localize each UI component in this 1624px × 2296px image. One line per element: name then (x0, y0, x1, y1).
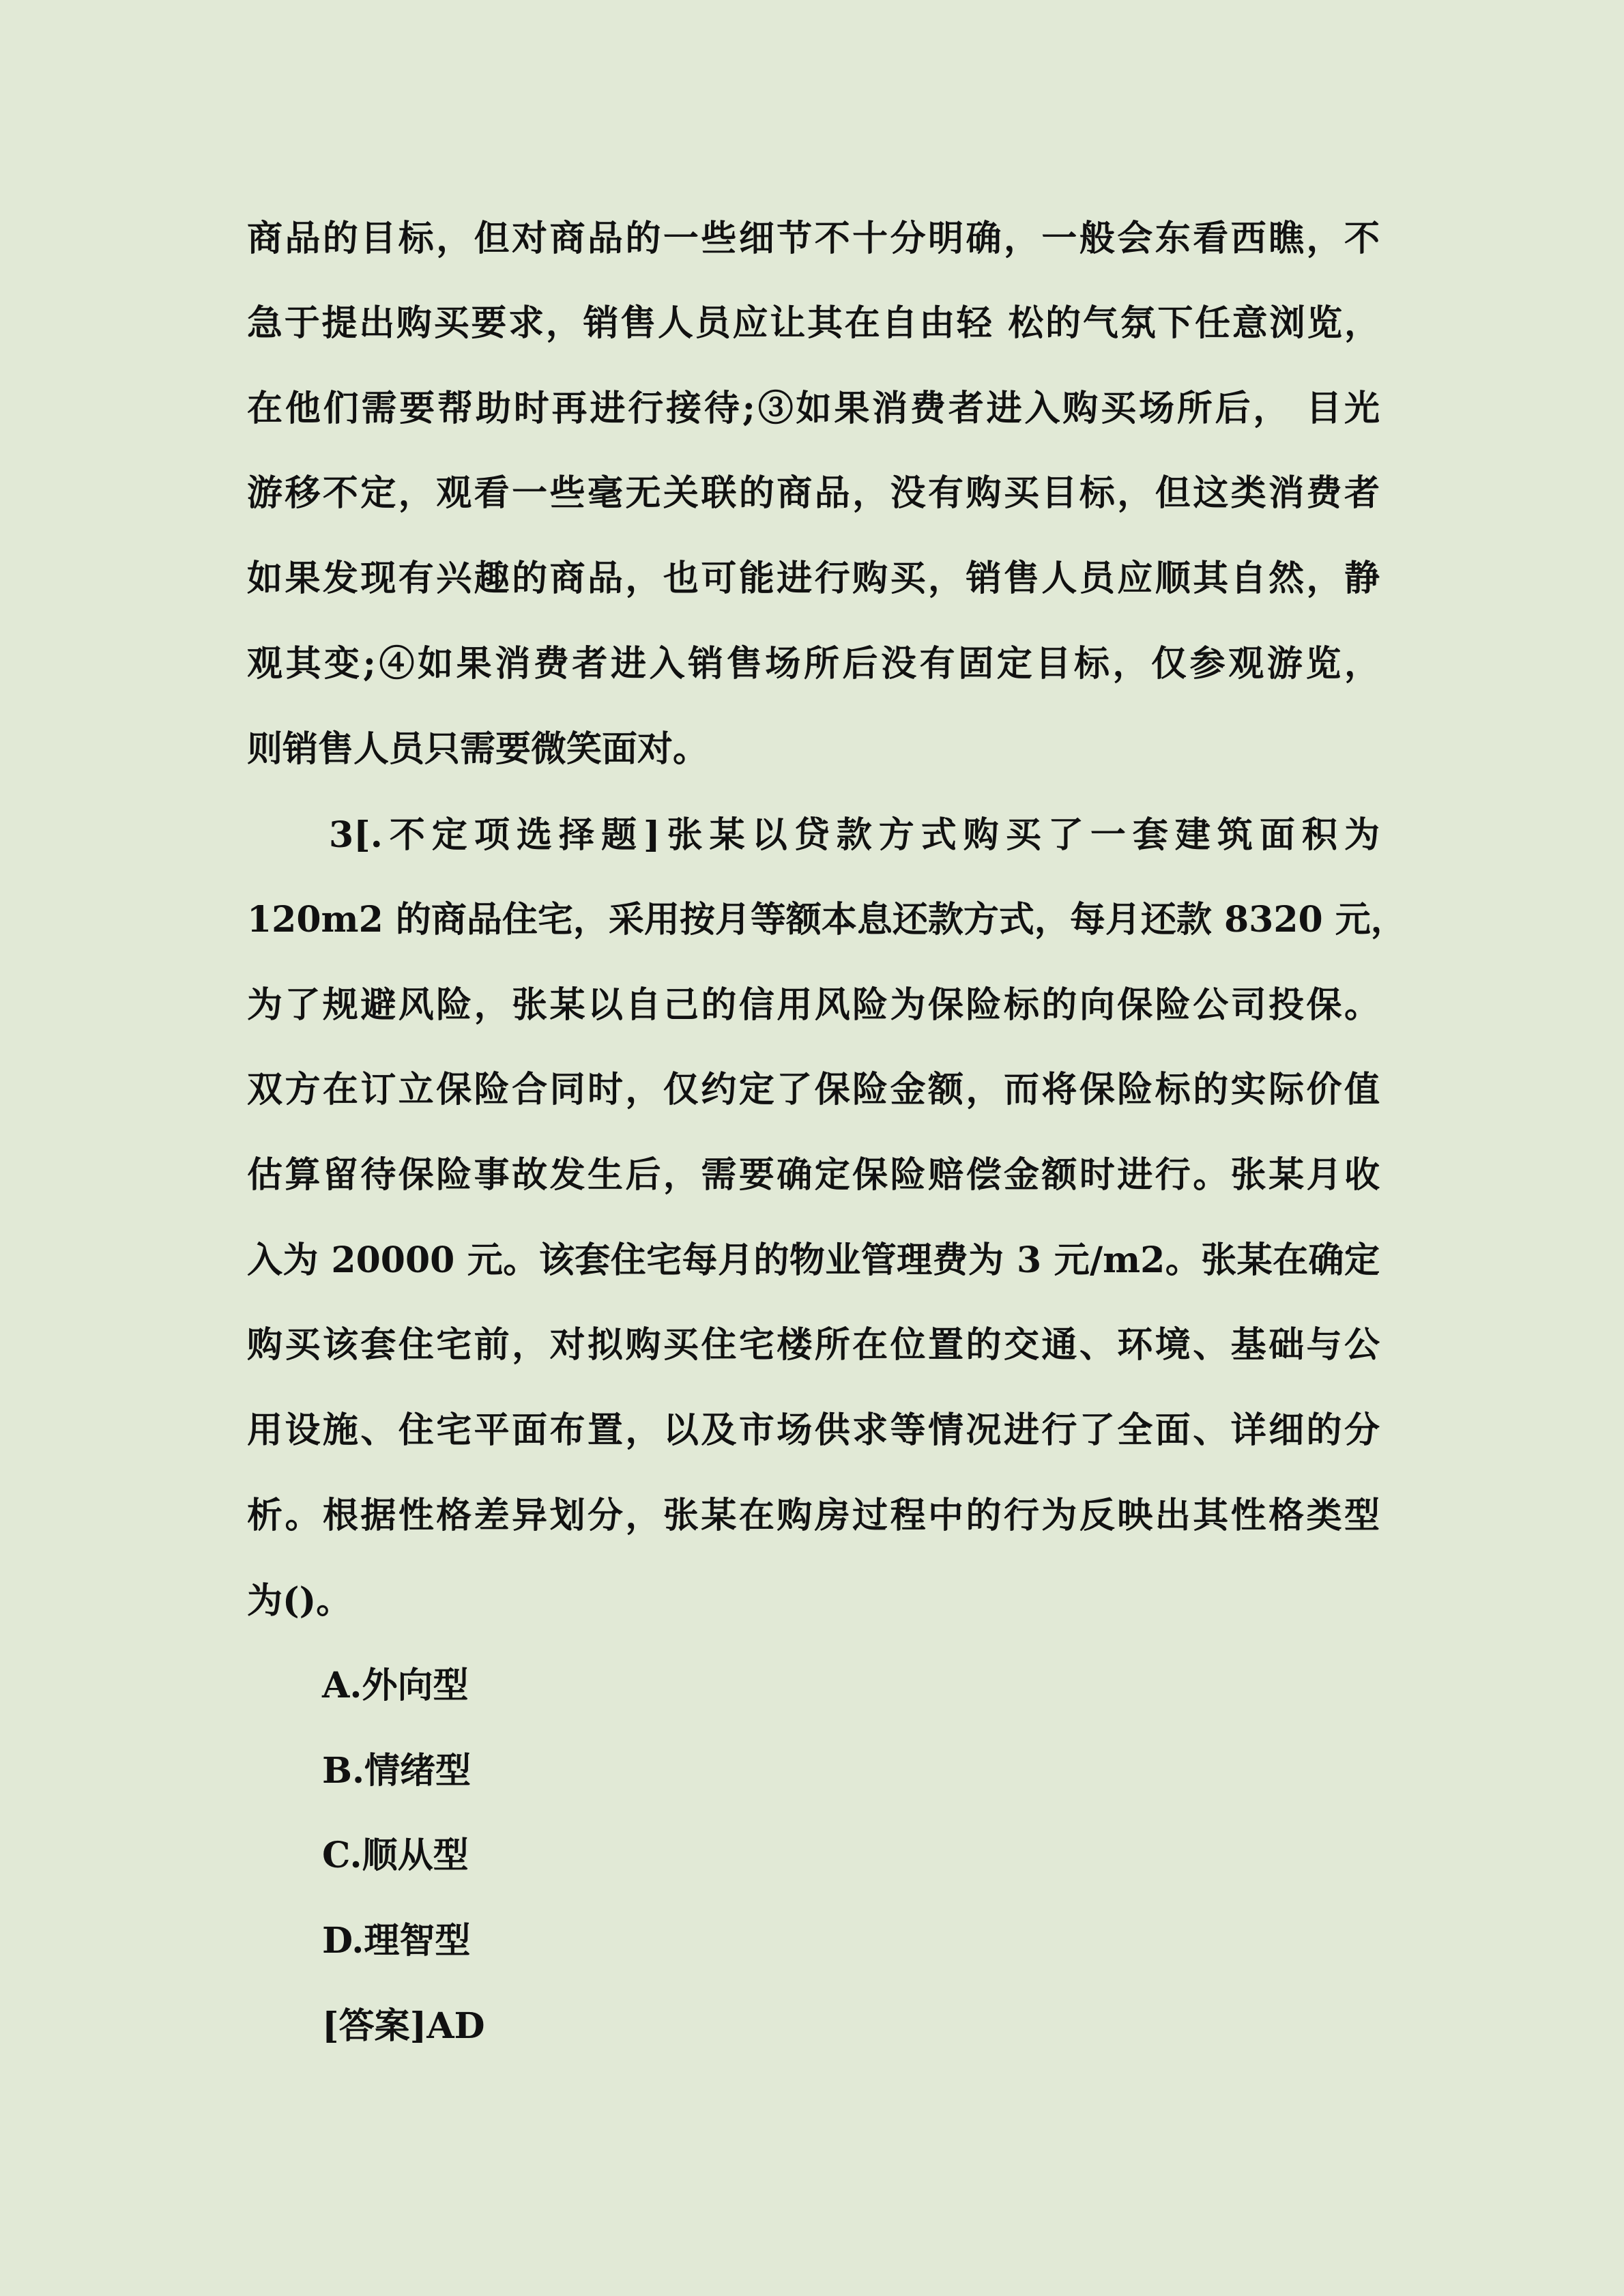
paragraph-line: 在他们需要帮助时再进行接待;③如果消费者进入购买场所后， 目光 (247, 388, 1380, 429)
question-line: 析。根据性格差异划分，张某在购房过程中的行为反映出其性格类型 (247, 1495, 1380, 1536)
question-line: 用设施、住宅平面布置，以及市场供求等情况进行了全面、详细的分 (247, 1409, 1380, 1451)
question-line: 为了规避风险，张某以自己的信用风险为保险标的向保险公司投保。 (247, 984, 1380, 1026)
question-line: 为()。 (247, 1580, 352, 1622)
paragraph-line: 则销售人员只需要微笑面对。 (247, 728, 709, 770)
option-a: A.外向型 (322, 1665, 469, 1706)
option-d: D.理智型 (322, 1920, 471, 1962)
paragraph-line: 观其变;④如果消费者进入销售场所后没有固定目标，仅参观游览， (247, 643, 1380, 685)
answer-text: [答案]AD (322, 2005, 485, 2047)
question-line: 120m2 的商品住宅，采用按月等额本息还款方式，每月还款 8320 元， (247, 899, 1406, 941)
question-line: 3[.不定项选择题]张某以贷款方式购买了一套建筑面积为 (329, 814, 1380, 856)
paragraph-line: 游移不定，观看一些毫无关联的商品，没有购买目标，但这类消费者 (247, 472, 1380, 514)
paragraph-line: 急于提出购买要求，销售人员应让其在自由轻 松的气氛下任意浏览， (247, 302, 1380, 344)
question-line: 入为 20000 元。该套住宅每月的物业管理费为 3 元/m2。张某在确定 (247, 1239, 1380, 1281)
paragraph-line: 如果发现有兴趣的商品，也可能进行购买，销售人员应顺其自然，静 (247, 558, 1380, 599)
question-line: 估算留待保险事故发生后，需要确定保险赔偿金额时进行。张某月收 (247, 1154, 1380, 1196)
paragraph-line: 商品的目标，但对商品的一些细节不十分明确，一般会东看西瞧，不 (247, 218, 1380, 259)
question-line: 购买该套住宅前，对拟购买住宅楼所在位置的交通、环境、基础与公 (247, 1324, 1380, 1366)
question-line: 双方在订立保险合同时，仅约定了保险金额，而将保险标的实际价值 (247, 1069, 1380, 1110)
option-c: C.顺从型 (322, 1835, 469, 1876)
option-b: B.情绪型 (322, 1750, 472, 1792)
